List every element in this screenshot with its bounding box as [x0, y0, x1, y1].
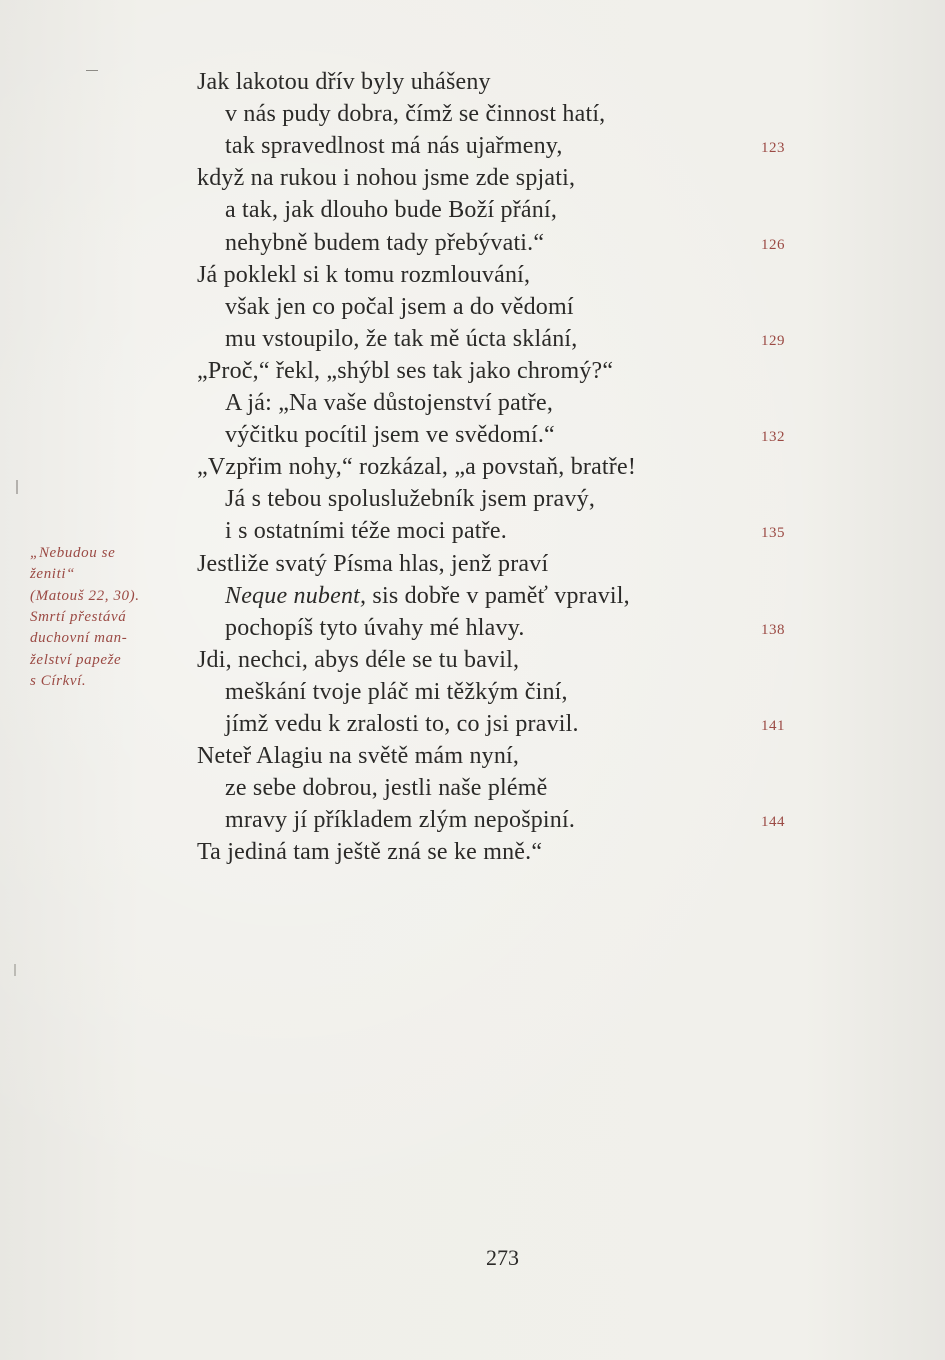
margin-mark	[86, 70, 98, 71]
verse-line: jímž vedu k zralosti to, co jsi pravil.	[225, 711, 579, 737]
line-number: 129	[761, 332, 785, 349]
margin-mark	[16, 480, 18, 494]
gloss-line: (Matouš 22, 30).	[30, 587, 140, 604]
line-number: 123	[761, 140, 785, 157]
verse-line: a tak, jak dlouho bude Boží přání,	[225, 197, 558, 224]
verse-line: pochopíš tyto úvahy mé hlavy.	[225, 614, 525, 641]
gloss-line: Smrtí přestává	[30, 608, 127, 625]
latin-quote: Neque nubent,	[225, 582, 367, 609]
gloss-line: želství papeže	[30, 651, 122, 668]
verse-line: když na rukou i nohou jsme zde spjati,	[197, 165, 576, 192]
verse-line: tak spravedlnost má nás ujařmeny,	[225, 133, 563, 160]
gloss-line: ženiti“	[30, 566, 76, 583]
gloss-line: s Církví.	[30, 672, 87, 689]
verse-line: mu vstoupilo, že tak mě úcta sklání,	[225, 325, 578, 352]
verse-line: výčitku pocítil jsem ve svědomí.“	[225, 422, 555, 449]
verse-line: ze sebe dobrou, jestli naše plémě	[225, 775, 548, 802]
verse-line: Já s tebou spoluslužebník jsem pravý,	[225, 486, 596, 513]
margin-mark	[14, 964, 16, 976]
verse-line: však jen co počal jsem a do vědomí	[225, 293, 574, 320]
verse-line: nehybně budem tady přebývati.“	[225, 229, 545, 256]
verse-line: Ta jediná tam ještě zná se ke mně.“	[197, 839, 543, 866]
verse-line: Já poklekl si k tomu rozmlouvání,	[197, 261, 531, 288]
verse-line: v nás pudy dobra, čímž se činnost hatí,	[225, 101, 606, 128]
verse-line: „Proč,“ řekl, „shýbl ses tak jako chromý?“	[197, 357, 614, 384]
page-number: 273	[486, 1245, 519, 1270]
line-number: 132	[761, 429, 785, 446]
verse-line: Jdi, nechci, abys déle se tu bavil,	[197, 646, 520, 673]
gloss-line: „Nebudou se	[30, 545, 116, 561]
verse-line: Jak lakotou dřív byly uhášeny	[197, 69, 491, 95]
verse-line: meškání tvoje pláč mi těžkým činí,	[225, 678, 568, 705]
verse-line: i s ostatními téže moci patře.	[225, 518, 507, 545]
verse-line: Neteř Alagiu na světě mám nyní,	[197, 743, 520, 770]
line-number: 138	[761, 621, 785, 638]
line-number: 135	[761, 525, 785, 542]
line-number: 144	[761, 814, 785, 831]
verse-line: Jestliže svatý Písma hlas, jenž praví	[197, 550, 549, 577]
line-number: 141	[761, 718, 785, 734]
gloss-line: duchovní man-	[30, 630, 128, 647]
verse-line: Neque nubent, sis dobře v paměť vpravil,	[225, 582, 630, 609]
verse-line: mravy jí příkladem zlým nepošpiní.	[225, 807, 576, 834]
verse-line: „Vzpřim nohy,“ rozkázal, „a povstaň, bratře!	[197, 454, 637, 481]
line-number: 126	[761, 236, 785, 253]
verse-line: A já: „Na vaše důstojenství patře,	[225, 390, 554, 416]
